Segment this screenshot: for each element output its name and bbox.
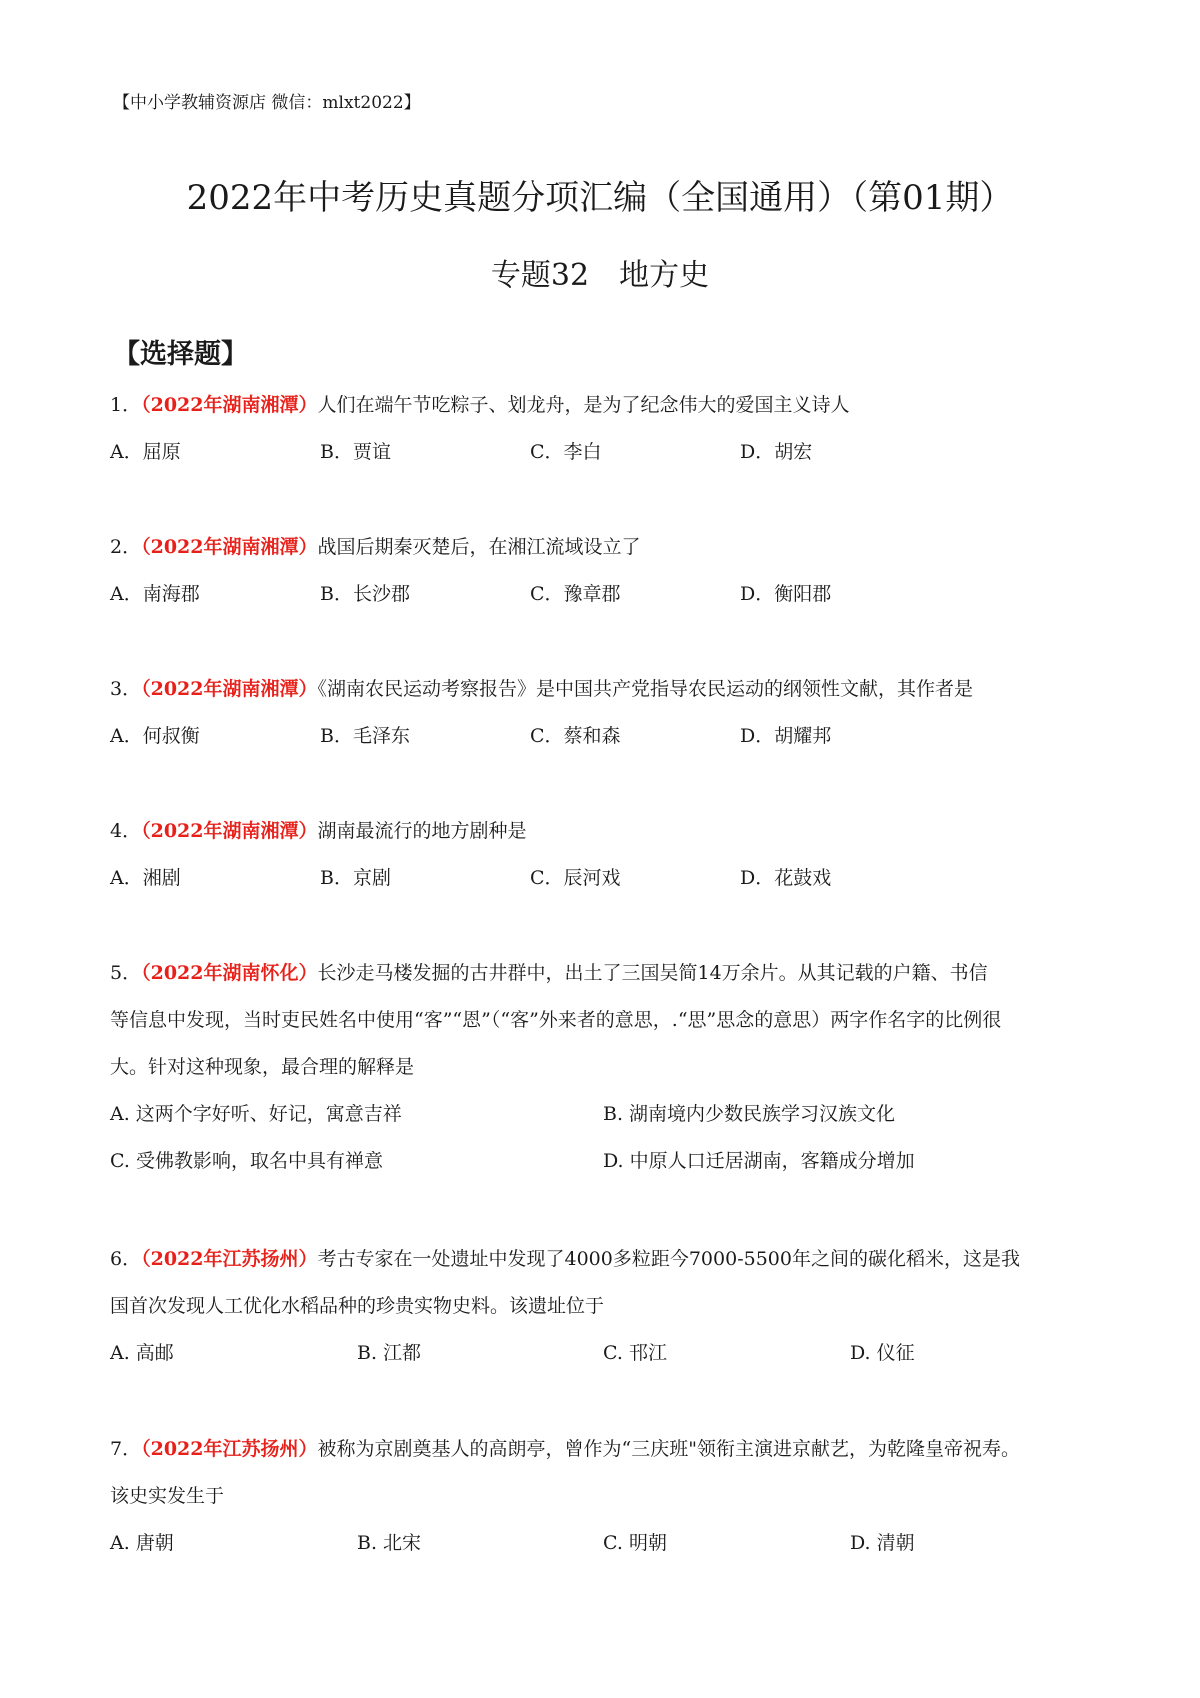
question-number: 6． <box>110 1248 142 1270</box>
option-c: C. 邗江 <box>603 1342 667 1364</box>
question-source: （2022年湖南湘潭） <box>141 394 318 416</box>
page-subtitle: 专题32 地方史 <box>490 258 710 293</box>
question-source: （2022年湖南怀化） <box>141 962 318 984</box>
question-text-line: 该史实发生于 <box>110 1485 225 1507</box>
question-text-line: 等信息中发现，当时吏民姓名中使用“客”“恩”（“客”外来者的意思，.“思”思念的意思）两字作名字的比例很 <box>110 1009 1002 1031</box>
header-note: 【中小学教辅资源店 微信：mlxt2022】 <box>113 93 421 113</box>
question-3 <box>110 666 1100 760</box>
question-7 <box>110 1426 1100 1567</box>
question-text: 被称为京剧奠基人的高朗亭，曾作为“三庆班"领衔主演进京献艺，为乾隆皇帝祝寿。 <box>317 1438 1020 1460</box>
option-d: D．花鼓戏 <box>740 867 832 889</box>
question-2 <box>110 524 1100 618</box>
option-c: C. 明朝 <box>603 1532 667 1554</box>
option-c: C．李白 <box>530 441 602 463</box>
option-d: D. 仪征 <box>850 1342 915 1364</box>
question-text: 湖南最流行的地方剧种是 <box>317 820 527 842</box>
option-b: B. 北宋 <box>357 1532 422 1554</box>
option-a: A．南海郡 <box>110 583 200 605</box>
option-a: A．屈原 <box>110 441 181 463</box>
option-b: B．长沙郡 <box>320 583 410 605</box>
option-b: B. 湖南境内少数民族学习汉族文化 <box>603 1103 896 1125</box>
question-number: 1． <box>110 394 142 416</box>
question-source: （2022年湖南湘潭） <box>141 678 318 700</box>
question-number: 2． <box>110 536 142 558</box>
question-4 <box>110 808 1100 902</box>
option-c: C. 受佛教影响，取名中具有禅意 <box>110 1150 383 1172</box>
question-number: 7． <box>110 1438 142 1460</box>
question-source: （2022年湖南湘潭） <box>141 820 318 842</box>
option-c: C．蔡和森 <box>530 725 621 747</box>
question-source: （2022年江苏扬州） <box>141 1248 318 1270</box>
option-c: C．豫章郡 <box>530 583 621 605</box>
option-d: D．衡阳郡 <box>740 583 832 605</box>
question-text: 长沙走马楼发掘的古井群中，出土了三国吴简14万余片。从其记载的户籍、书信 <box>317 962 988 984</box>
option-c: C．辰河戏 <box>530 867 621 889</box>
option-a: A. 高邮 <box>110 1342 174 1364</box>
page-title: 2022年中考历史真题分项汇编（全国通用）（第01期） <box>186 178 1014 218</box>
option-a: A. 这两个字好听、好记，寓意吉祥 <box>110 1103 402 1125</box>
option-d: D．胡宏 <box>740 441 813 463</box>
section-heading: 【选择题】 <box>113 339 248 370</box>
question-text: 战国后期秦灭楚后，在湘江流域设立了 <box>317 536 641 558</box>
option-b: B．京剧 <box>320 867 391 889</box>
question-text-line: 国首次发现人工优化水稻品种的珍贵实物史料。该遗址位于 <box>110 1295 605 1317</box>
option-d: D. 中原人口迁居湖南，客籍成分增加 <box>603 1150 915 1172</box>
question-1 <box>110 382 1100 476</box>
question-text: 人们在端午节吃粽子、划龙舟，是为了纪念伟大的爱国主义诗人 <box>317 394 850 416</box>
option-a: A. 唐朝 <box>110 1532 174 1554</box>
question-text: 《湖南农民运动考察报告》是中国共产党指导农民运动的纲领性文献，其作者是 <box>317 678 973 700</box>
question-text: 考古专家在一处遗址中发现了4000多粒距今7000-5500年之间的碳化稻米，这是我 <box>317 1248 1020 1270</box>
question-source: （2022年湖南湘潭） <box>141 536 318 558</box>
question-text-line: 大。针对这种现象，最合理的解释是 <box>110 1056 415 1078</box>
question-number: 5． <box>110 962 142 984</box>
option-a: A．湘剧 <box>110 867 181 889</box>
option-b: B．毛泽东 <box>320 725 410 747</box>
question-number: 3． <box>110 678 142 700</box>
question-number: 4． <box>110 820 142 842</box>
option-b: B．贾谊 <box>320 441 391 463</box>
option-a: A．何叔衡 <box>110 725 200 747</box>
question-5 <box>110 950 1100 1185</box>
question-source: （2022年江苏扬州） <box>141 1438 318 1460</box>
option-d: D．胡耀邦 <box>740 725 832 747</box>
option-d: D. 清朝 <box>850 1532 915 1554</box>
option-b: B. 江都 <box>357 1342 422 1364</box>
question-6 <box>110 1236 1100 1377</box>
